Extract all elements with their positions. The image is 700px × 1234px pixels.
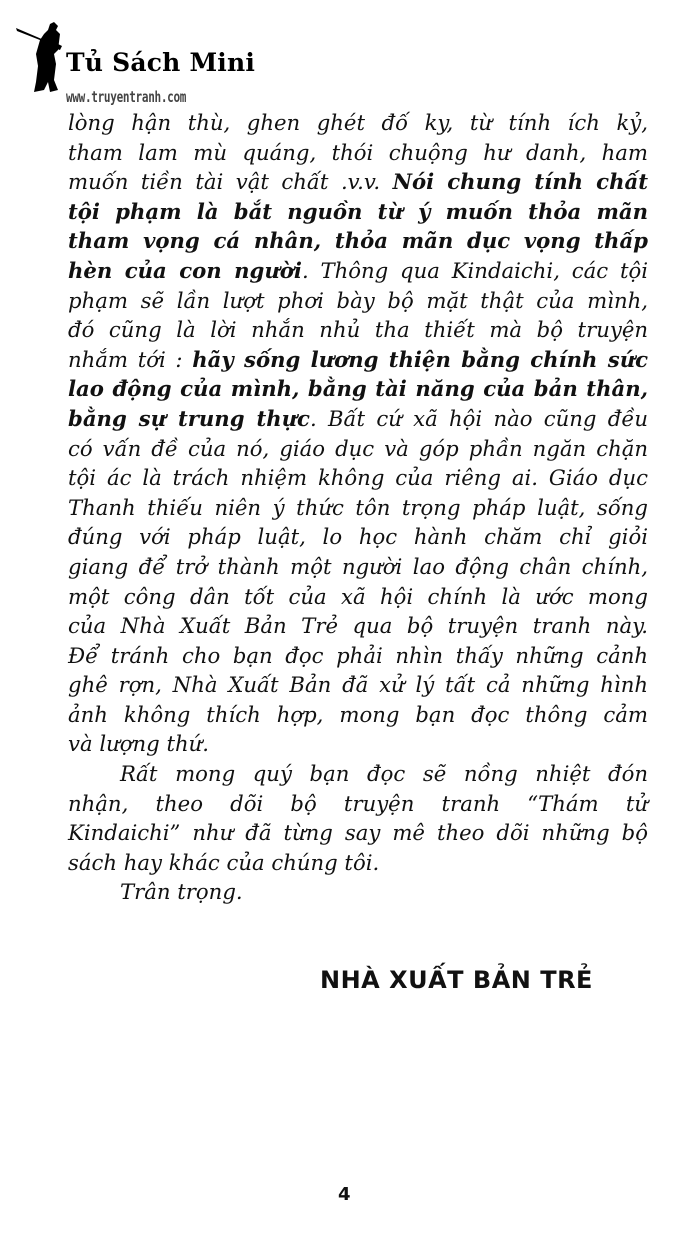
text-segment: nhận, theo dõi bộ truyện tranh “Thám tử xyxy=(68,790,648,816)
text-line xyxy=(68,108,648,138)
text-segment: phạm sẽ lần lượt phơi bày bộ mặt thật của mình, xyxy=(68,287,648,313)
text-segment: . Thông qua Kindaichi, các tội xyxy=(301,257,648,283)
text-line xyxy=(68,493,648,523)
text-line xyxy=(68,197,648,227)
text-segment: sách hay khác của chúng tôi. xyxy=(68,849,380,875)
text-segment: tội ác là trách nhiệm không của riêng ai. Giáo dục xyxy=(68,465,648,491)
text-line xyxy=(68,877,648,907)
text-line xyxy=(68,138,648,168)
text-line xyxy=(68,700,648,730)
text-segment: Rất mong quý bạn đọc sẽ nồng nhiệt đón xyxy=(120,761,648,787)
text-segment: muốn tiền tài vật chất .v.v. xyxy=(68,169,393,195)
text-line xyxy=(68,345,648,375)
text-segment: Trân trọng. xyxy=(120,879,243,905)
text-segment: tham lam mù quáng, thói chuộng hư danh, ham xyxy=(68,139,648,165)
text-segment: đó cũng là lời nhắn nhủ tha thiết mà bộ truyện xyxy=(68,317,648,343)
bold-text: tham vọng cá nhân, thỏa mãn dục vọng thấp xyxy=(68,228,648,254)
text-segment: giang để trở thành một người lao động chân chính, xyxy=(68,553,648,579)
text-line xyxy=(68,759,648,789)
samurai-silhouette-icon xyxy=(14,20,64,96)
text-segment: có vấn đề của nó, giáo dục và góp phần ngăn chặn xyxy=(68,435,648,461)
preface-body xyxy=(68,108,648,907)
text-segment: Thanh thiếu niên ý thức tôn trọng pháp luật, sống xyxy=(68,494,648,520)
text-line xyxy=(68,286,648,316)
bold-text: bằng sự trung thực xyxy=(68,405,310,431)
watermark-logo xyxy=(8,14,256,107)
text-line xyxy=(68,463,648,493)
publisher-signature: NHÀ XUẤT BẢN TRẺ xyxy=(320,966,593,994)
text-segment: một công dân tốt của xã hội chính là ước mong xyxy=(68,583,648,609)
text-segment: đúng với pháp luật, lo học hành chăm chỉ giỏi xyxy=(68,524,648,550)
text-line xyxy=(68,434,648,464)
text-line xyxy=(68,582,648,612)
text-line xyxy=(68,818,648,848)
text-segment: nhắm tới : xyxy=(68,346,193,372)
text-line xyxy=(68,789,648,819)
bold-text: hãy sống lương thiện bằng chính sức xyxy=(192,346,648,372)
text-segment: của Nhà Xuất Bản Trẻ qua bộ truyện tranh này. xyxy=(68,613,648,639)
text-line xyxy=(68,611,648,641)
text-segment: . Bất cứ xã hội nào cũng đều xyxy=(309,405,649,431)
text-segment: ảnh không thích hợp, mong bạn đọc thông cảm xyxy=(68,701,648,727)
text-line xyxy=(68,315,648,345)
text-line xyxy=(68,404,648,434)
text-line xyxy=(68,670,648,700)
bold-text: hèn của con người xyxy=(68,257,302,283)
text-line xyxy=(68,729,648,759)
bold-text: tội phạm là bắt nguồn từ ý muốn thỏa mãn xyxy=(68,198,648,224)
text-line xyxy=(68,552,648,582)
text-segment: và lượng thứ. xyxy=(68,731,209,757)
text-segment: lòng hận thù, ghen ghét đố ky, từ tính ích kỷ, xyxy=(68,110,648,135)
text-segment: Để tránh cho bạn đọc phải nhìn thấy những cảnh xyxy=(68,642,648,668)
watermark-url: www.truyentranh.com xyxy=(66,88,187,107)
text-line xyxy=(68,256,648,286)
bold-text: lao động của mình, bằng tài năng của bản thân, xyxy=(68,376,648,402)
text-segment: Kindaichi” như đã từng say mê theo dõi những bộ xyxy=(68,820,648,846)
text-line xyxy=(68,848,648,878)
text-line xyxy=(68,167,648,197)
page-number: 4 xyxy=(338,1184,351,1205)
text-line xyxy=(68,226,648,256)
bold-text: Nói chung tính chất xyxy=(392,169,648,195)
text-segment: ghê rợn, Nhà Xuất Bản đã xử lý tất cả những hình xyxy=(68,672,648,698)
text-line xyxy=(68,522,648,552)
text-line xyxy=(68,641,648,671)
watermark-title: Tủ Sách Mini xyxy=(66,48,256,77)
text-line xyxy=(68,374,648,404)
